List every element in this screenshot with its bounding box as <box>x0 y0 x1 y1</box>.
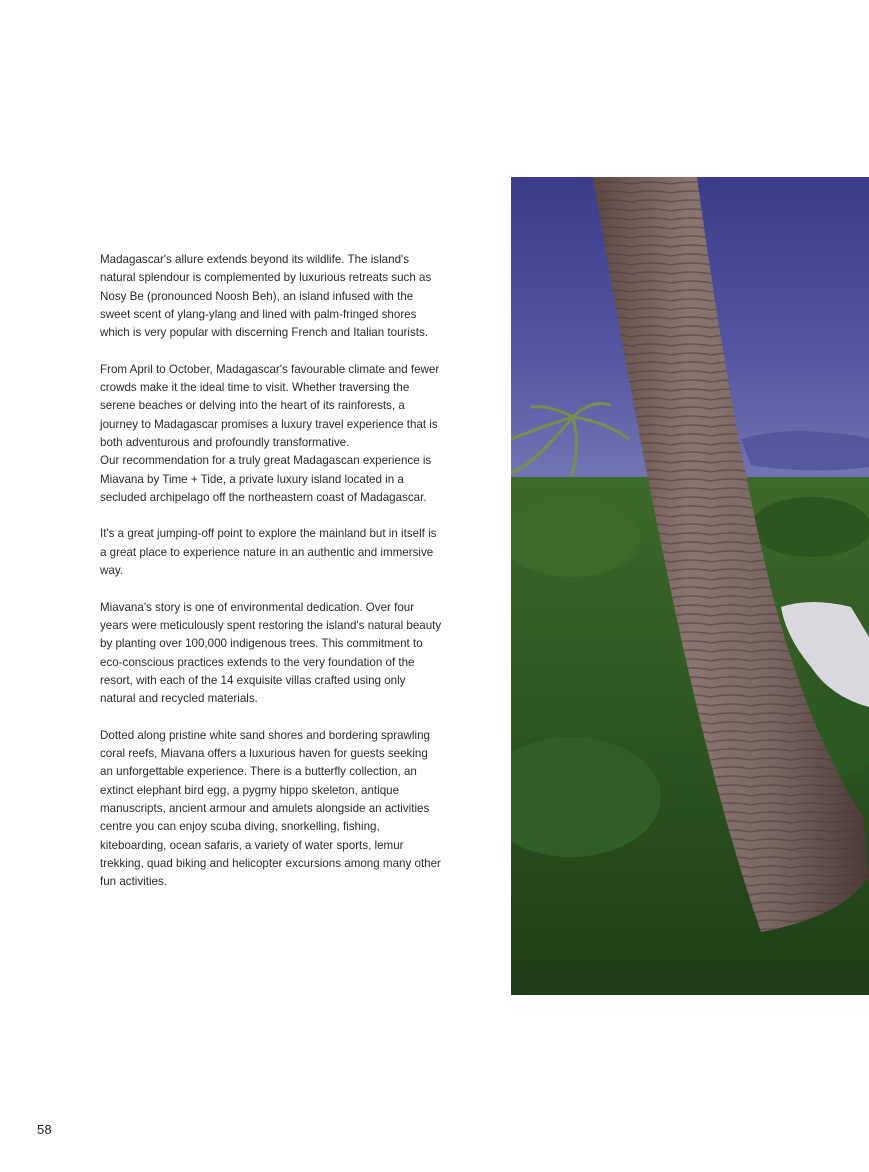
paragraph-activities: Dotted along pristine white sand shores and bordering sprawling coral reefs, Miavana offers a luxurious haven for guests seeking an unforgettable experience. There is a butterfly collection, an extinct elephant bird egg, a pygmy hippo skeleton, antique manuscripts, ancient armour and amulets alongside an activities centre you can enjoy scuba diving, snorkelling, fishing, kiteboarding, ocean safaris, a variety of water sports, lemur trekking, quad biking and helicopter excursions among many other fun activities. <box>100 728 441 889</box>
page-number: 58 <box>37 1122 52 1137</box>
palm-tree-photo <box>511 177 869 995</box>
bush <box>751 497 869 557</box>
paragraph-climate: From April to October, Madagascar's favourable climate and fewer crowds make it the ideal time to visit. Whether traversing the serene beaches or delving into the heart of its rainforests, a journey to Madagascar promises a luxury travel experience that is both adventurous and profoundly transformative. <box>100 362 440 449</box>
paragraph-mainland: It's a great jumping-off point to explore the mainland but in itself is a great place to experience nature in an authentic and immersive way. <box>100 527 437 578</box>
paragraph-intro: Madagascar's allure extends beyond its wildlife. The island's natural splendour is complemented by luxurious retreats such as Nosy Be (pronounced Noosh Beh), an island infused with the sweet scent of ylang-ylang and lined with palm-fringed shores which is very popular with discerning French and Italian tourists. <box>100 253 432 340</box>
article-body <box>100 251 442 910</box>
paragraph-recommendation: Our recommendation for a truly great Madagascan experience is Miavana by Time + Tide, a private luxury island located in a secluded archipelago off the northeastern coast of Madagascar. <box>100 454 432 504</box>
paragraph-environment: Miavana's story is one of environmental dedication. Over four years were meticulously spent restoring the island's natural beauty by planting over 100,000 indigenous trees. This commitment to eco-conscious practices extends to the very foundation of the resort, with each of the 14 exquisite villas crafted using only natural and recycled materials. <box>100 600 442 706</box>
cloud <box>741 431 869 471</box>
